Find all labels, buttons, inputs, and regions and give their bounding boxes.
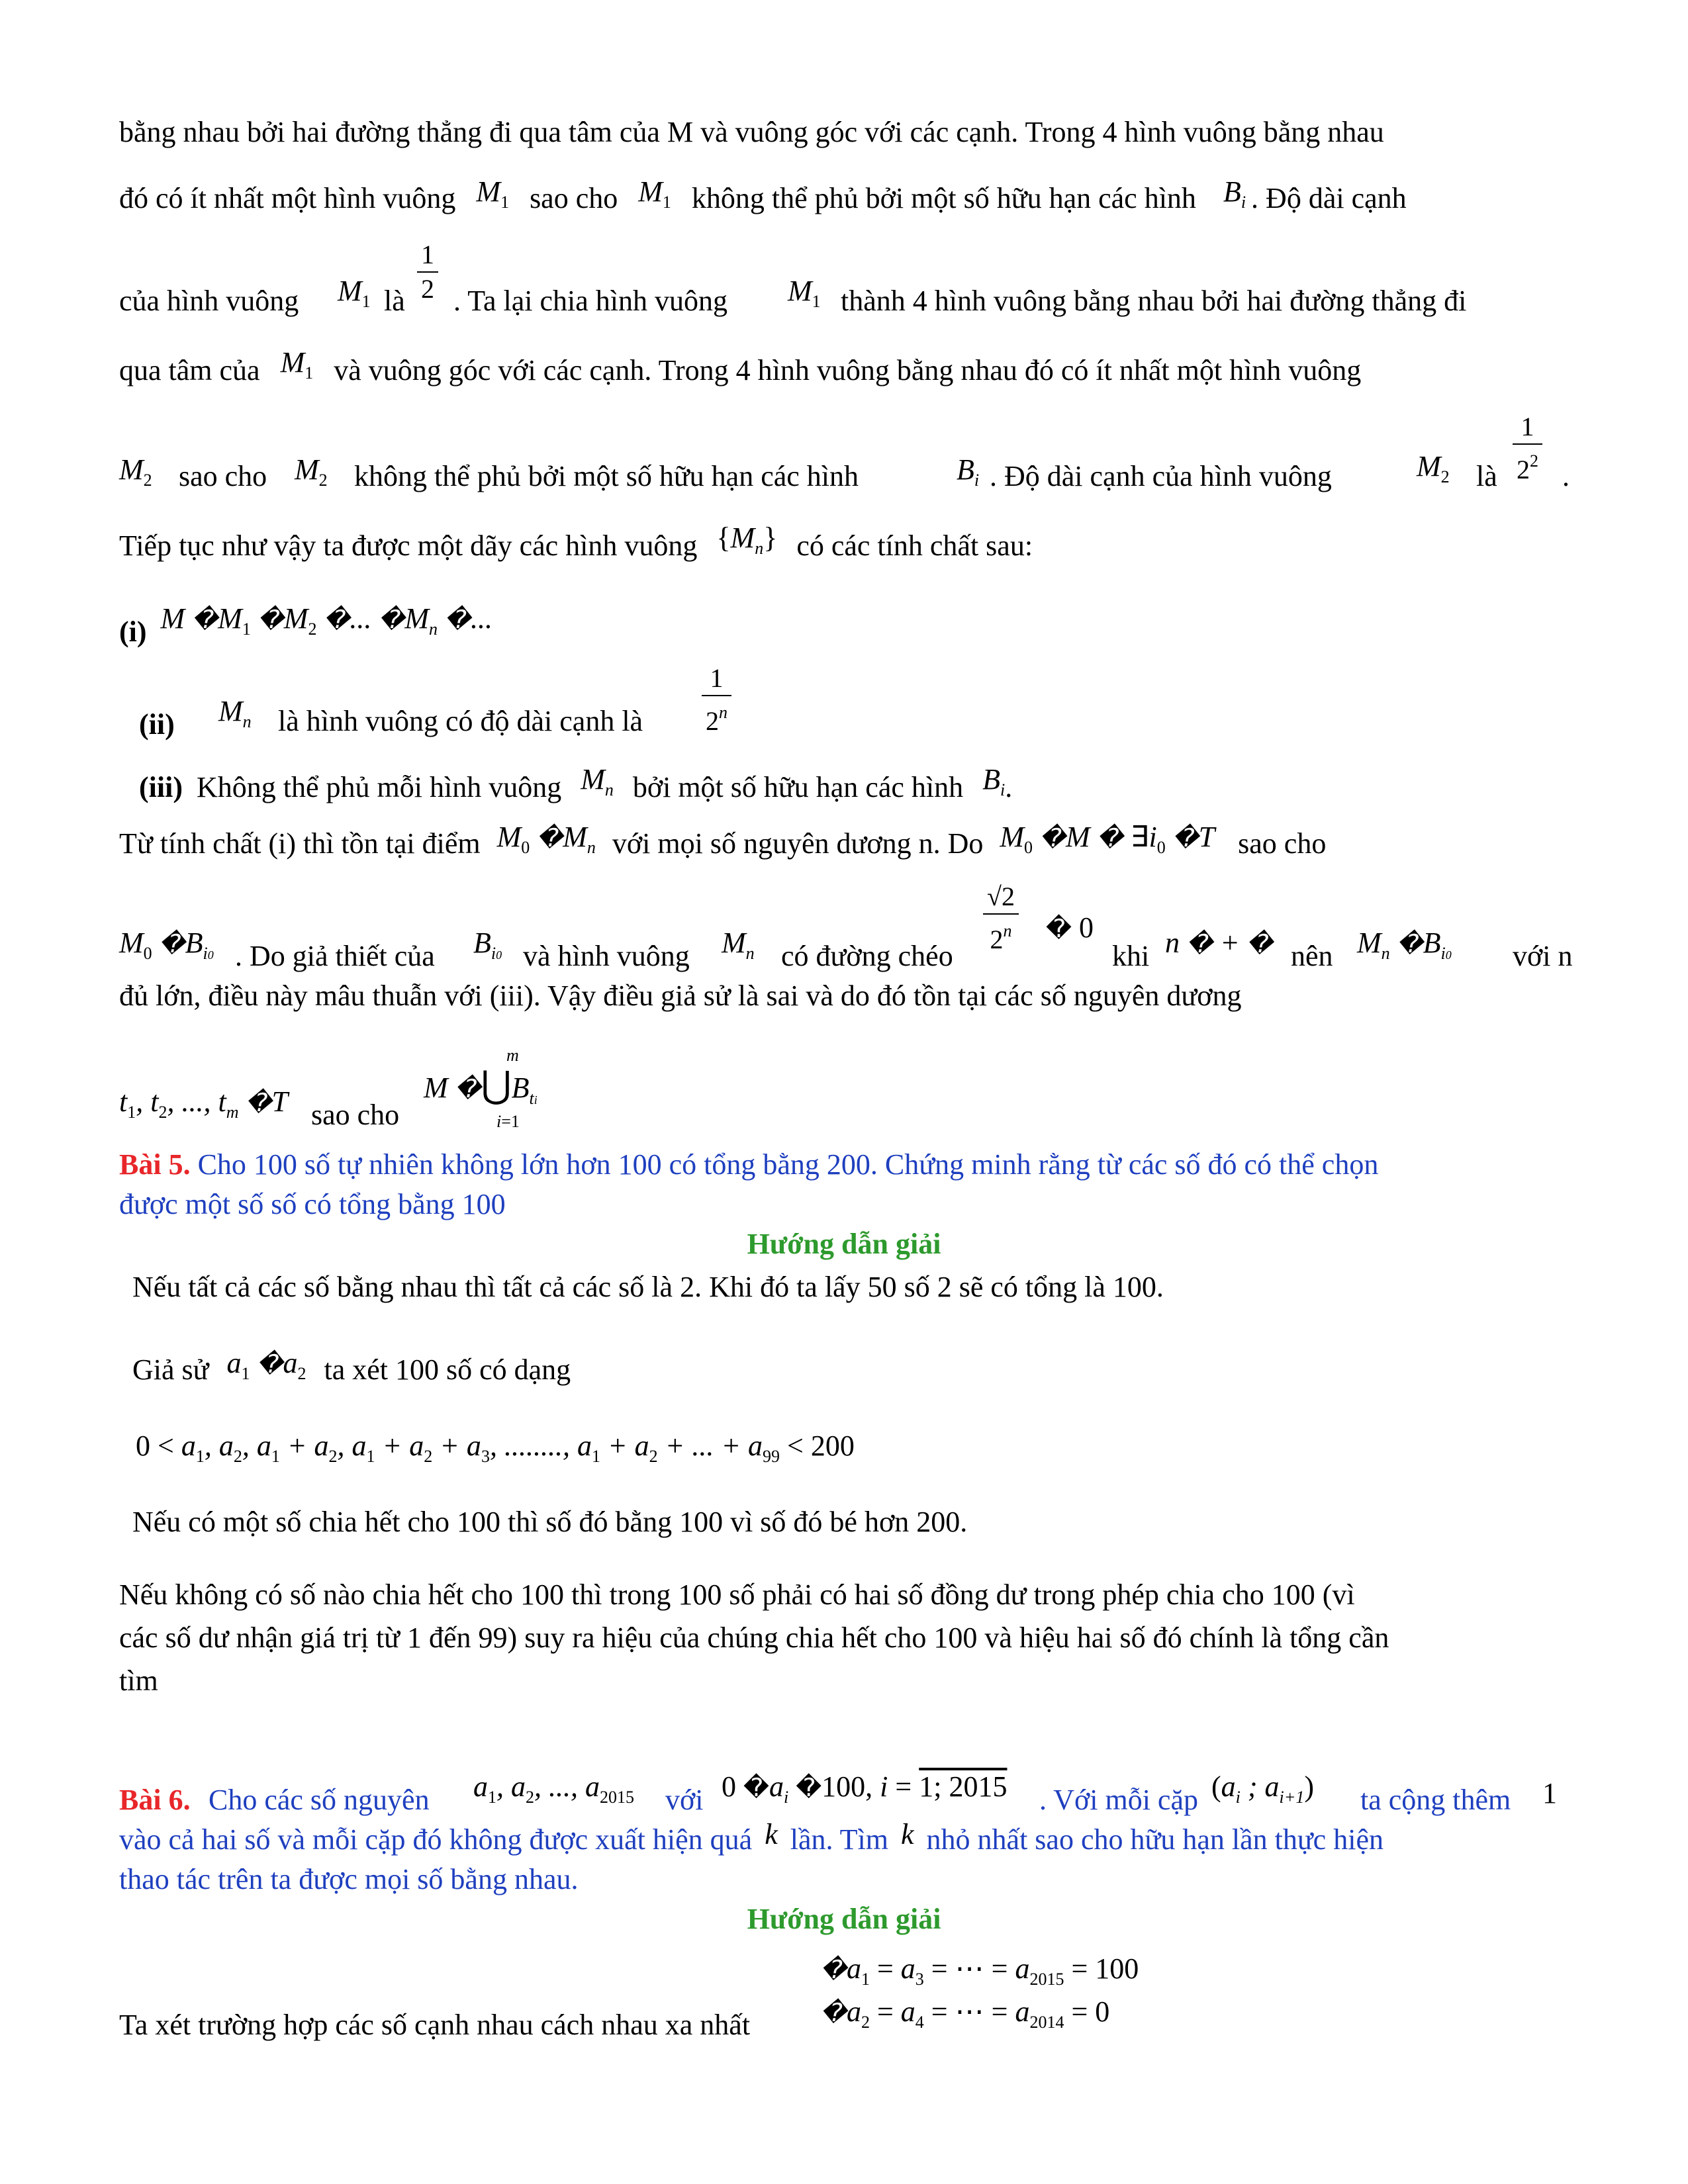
bai6-t3: thao tác trên ta được mọi số bằng nhau. [119,1863,579,1895]
bai5-s4b: các số dư nhận giá trị từ 1 đến 99) suy ra hiệu của chúng chia hết cho 100 và hiệu hai số đó chính là tổng cần [119,1621,1389,1654]
fraction-1-2sq: $\frac{1}{2^2}$ [1513,410,1542,486]
line-5b: không thể phủ bởi một số hữu hạn các hình [354,460,859,492]
math-set-Mn: $\{M_n\}$ [716,522,778,558]
math-one: 1 [1542,1777,1557,1809]
line-3a: của hình vuông [119,285,299,317]
bai6-heading-text: Hướng dẫn giải [747,1903,941,1935]
text-line-8 [119,880,1573,979]
math-M2: $M_2$ [295,453,328,490]
math-M2: $M_2$ [119,453,152,490]
fraction-1-2n: $\frac{1}{2^n}$ [702,662,731,738]
line-5-period: . [1562,460,1570,492]
text-line-10 [119,1036,1569,1135]
text-line-3 [119,238,1569,331]
text-line-6 [119,522,1569,576]
line-5a: sao cho [179,460,267,492]
line-2d: . Độ dài cạnh [1251,182,1407,214]
math-t-sequence: $t_1$, $t_2$, ..., $t_m$ �T [119,1085,288,1122]
math-Bi0: $B_{i0}$ [473,927,502,963]
bai5-s2b: ta xét 100 số có dạng [324,1353,571,1386]
bai5-text2: được một số số có tổng bằng 100 [119,1188,506,1220]
math-Mn: $M_n$ [581,763,614,799]
math-M1: $M_1$ [476,175,510,212]
math-M1: $M_1$ [638,175,671,212]
property-iii: (iii) Không thể phủ mỗi hình vuông $M_n$ bởi một số hữu hạn các hình $B_i$. [139,763,1013,803]
bai5-s1: Nếu tất cả các số bằng nhau thì tất cả các số là 2. Khi đó ta lấy 50 số 2 sẽ có tổng là 100. [132,1271,1164,1303]
bai5-step4-line2 [119,1618,1569,1658]
math-M2: $M_2$ [1417,450,1450,486]
bai5-s2a: Giả sử [132,1353,209,1386]
math-Bi: $B_i$ [1223,175,1246,212]
union-upper-m: m [506,1046,519,1065]
bai6-t2b: lần. Tìm [790,1823,889,1856]
math-M1: $M_1$ [338,275,371,311]
math-Mn: $M_n$ [722,927,755,963]
label-ii: (ii) [139,708,175,741]
line-5d: là [1476,460,1497,492]
bai5-step4-line3 [119,1661,1569,1701]
text-line-1 [119,113,1569,152]
property-ii-text: là hình vuông có độ dài cạnh là [278,705,643,737]
math-n-infinity: n � + � [1165,927,1273,959]
math-range: 0 $�a_i$ �100, i = 1; 2015 [722,1770,1008,1807]
bai5-problem-line1 [119,1145,1569,1185]
line-6b: có các tính chất sau: [796,529,1033,562]
bai6-t1c: . Với mỗi cặp [1039,1784,1198,1816]
property-i [119,599,1569,649]
bai5-heading-text: Hướng dẫn giải [747,1228,941,1260]
math-Bi: $B_i$ [982,763,1006,799]
math-M0-in-Mn: $M_0$ $�M_n$ [496,821,596,857]
math-M1: $M_1$ [280,346,314,383]
line-7a: Từ tính chất (i) thì tồn tại điểm [119,827,481,860]
bai5-s4a: Nếu không có số nào chia hết cho 100 thì trong 100 số phải có hai số đồng dư trong phép chia cho 100 (vì [119,1578,1355,1611]
line-5c: . Độ dài cạnh của hình vuông [990,460,1332,492]
math-sum-sequence: $0 < a_1$, $a_2$, $a_1 + a_2$, $a_1 + a_2 + a_3$, ........, $a_1 + a_2$ + ... + $a_{99} < 200$ [136,1430,855,1466]
property-ii [119,655,1569,748]
math-a-sequence: $a_1$, $a_2$, ..., $a_{2015}$ [473,1770,634,1807]
line-7b: với mọi số nguyên dương n. Do [612,827,984,860]
text-line-2 [119,175,1569,229]
line-2a: đó có ít nhất một hình vuông [119,182,456,214]
line-3b: là [384,285,405,317]
bai5-step3 [132,1502,1569,1542]
line-4a: qua tâm của [119,354,260,387]
math-M0-in-Bi0: $M_0$ $�B_{i0}$ [119,927,214,963]
bai5-s4c: tìm [119,1664,158,1697]
bai5-s3: Nếu có một số chia hết cho 100 thì số đó bằng 100 vì số đó bé hơn 200. [132,1506,968,1538]
math-Bi: $B_i$ [957,453,980,490]
bai6-t2a: vào cả hai số và mỗi cặp đó không được xuất hiện quá [119,1823,753,1856]
bai6-label: Bài 6. [119,1784,191,1816]
property-iii-b: bởi một số hữu hạn các hình [632,771,964,803]
line-8a: . Do giả thiết của [235,940,435,972]
bai6-t2c: nhỏ nhất sao cho hữu hạn lần thực hiện [926,1823,1383,1856]
bai6-problem-line3 [119,1860,1569,1899]
line-4b: và vuông góc với các cạnh. Trong 4 hình vuông bằng nhau đó có ít nhất một hình vuông [334,354,1362,387]
bai5-text1: Cho 100 số tự nhiên không lớn hơn 100 có tổng bằng 200. Chứng minh rằng từ các số đó có thể chọn [197,1148,1379,1181]
bai6-step1 [119,2005,1569,2045]
math-nested-squares: M $�M_1$ $�M_2$ �... $�M_n$ �... [160,602,492,639]
bai5-step1 [132,1267,1569,1307]
line-8e: nên [1291,940,1333,972]
label-i: (i) [119,615,147,648]
bai6-s1: Ta xét trường hợp các số cạnh nhau cách nhau xa nhất [119,2009,751,2041]
line-8b: và hình vuông [523,940,690,972]
line-1-text: bằng nhau bởi hai đường thẳng đi qua tâm của M và vuông góc với các cạnh. Trong 4 hình vuông bằng nhau [119,116,1384,148]
fraction-sqrt2-2n: $\frac{√2}{2^n}$ [983,880,1019,956]
line-8d: khi [1112,940,1150,972]
text-line-5 [119,404,1569,496]
line-10-text: sao cho [311,1099,400,1131]
math-Mn: $M_n$ [218,695,252,731]
math-pair: ($a_i$ ; $a_{i+1}$) [1211,1770,1314,1807]
bai5-problem-line2 [119,1185,1569,1224]
bai6-t1a: Cho các số nguyên [209,1784,430,1816]
fraction-1-2: $\frac{1}{2}$ [417,238,438,306]
bai6-problem-line2 [119,1820,1569,1860]
union-lower-i1: i=1 [496,1112,520,1131]
math-system-line2: $�a_2 = a_4$ = ⋯ = $a_{2014} = 0$ [821,1995,1110,2032]
math-union: M $�⋃B_{ti}$ [424,1065,538,1108]
line-3d: thành 4 hình vuông bằng nhau bởi hai đường thẳng đi [841,285,1467,317]
property-iii-a: Không thể phủ mỗi hình vuông [196,771,562,803]
bai6-t1d: ta cộng thêm [1360,1784,1511,1816]
math-a1-a2: $a_1$ $�a_2$ [226,1347,306,1383]
line-2b: sao cho [530,182,618,214]
bai5-step4-line1 [119,1575,1569,1615]
line-3c: . Ta lại chia hình vuông [453,285,728,317]
math-k: k [765,1818,778,1850]
bai6-t1b: với [665,1784,704,1816]
line-9-text: đủ lớn, điều này mâu thuẫn với (iii). Vậy điều giả sử là sai và do đó tồn tại các số nguyên dương [119,979,1242,1012]
bai5-heading [0,1224,1688,1264]
bai5-step2 [132,1347,1569,1400]
label-iii: (iii) [139,771,183,803]
text-line-7 [119,821,1569,874]
math-Mn-in-Bi0: $M_n$ $�B_{i0}$ [1357,927,1452,963]
line-8c: có đường chéo [781,940,953,972]
bai6-heading [0,1899,1688,1939]
bai6-problem-line1 [119,1760,1569,1816]
bai5-label: Bài 5. [119,1148,191,1181]
math-k: k [901,1818,914,1850]
text-line-4 [119,346,1569,401]
math-M1: $M_1$ [788,275,821,311]
line-6a: Tiếp tục như vậy ta được một dãy các hình vuông [119,529,698,562]
line-2c: không thể phủ bởi một số hữu hạn các hình [691,182,1196,214]
math-tends-zero: � 0 [1046,911,1094,944]
text-line-9 [119,976,1569,1016]
line-7c: sao cho [1238,827,1327,860]
math-system-line1: $�a_1 = a_3$ = ⋯ = $a_{2015} = 100$ [821,1952,1139,1989]
line-8f: với n [1513,940,1573,972]
math-M0-exists-i0: $M_0$ �M � $\exists i_0$ �T [1000,821,1215,857]
